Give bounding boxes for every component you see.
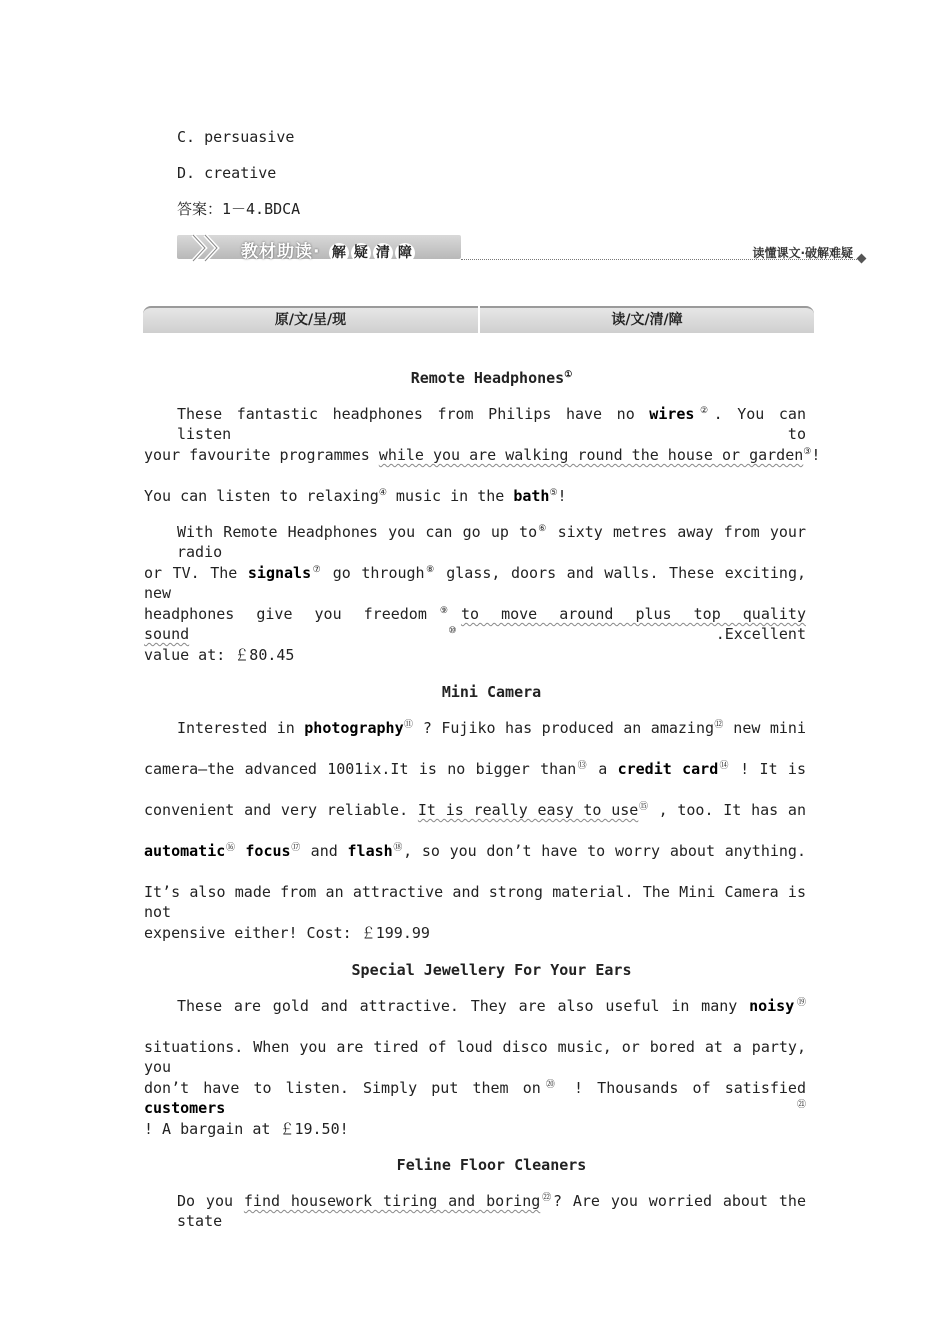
diamond-icon <box>857 254 867 264</box>
text-line: It’s also made from an attractive and strong material. The Mini Camera is not <box>144 883 806 921</box>
note-marker: ㉒ <box>540 1193 553 1203</box>
note-marker: ⑳ <box>540 1080 560 1090</box>
note-marker: ⑬ <box>576 761 588 771</box>
note-marker: ⑭ <box>718 761 730 771</box>
note-marker: ㉑ <box>225 1100 806 1110</box>
note-marker: ⑰ <box>290 843 301 853</box>
text-line <box>144 800 806 820</box>
banner-title-main: 教材助读 <box>241 242 313 262</box>
phrase-underlined: It is really easy to use <box>417 801 639 819</box>
note-marker: ④ <box>378 488 387 498</box>
text-span: With Remote Headphones you can go up to <box>177 523 538 541</box>
note-marker: ⑦ <box>311 565 323 575</box>
option-c: C. persuasive <box>177 128 295 146</box>
text-line <box>177 996 806 1016</box>
note-marker: ⑧ <box>424 565 436 575</box>
table-header <box>143 306 814 333</box>
text-line <box>177 522 806 562</box>
text-span: your favourite programmes <box>144 446 370 464</box>
text-span: new mini <box>723 719 806 737</box>
text-span: ? Fujiko has produced an amazing <box>413 719 715 737</box>
double-chevron-icon <box>189 233 229 263</box>
text-line <box>177 1191 806 1231</box>
text-span: sixty metres away from your radio <box>177 523 806 561</box>
keyword: signals <box>247 564 312 582</box>
text-line <box>144 1078 806 1118</box>
text-line <box>144 445 820 465</box>
phrase-underlined: to move around plus top quality sound <box>144 605 806 643</box>
text-line <box>144 759 806 779</box>
section-title-jewellery: Special Jewellery For Your Ears <box>351 961 632 979</box>
keyword: photography <box>304 719 404 737</box>
keyword: customers <box>144 1099 226 1117</box>
text-span: ! Thousands of satisfied <box>559 1079 806 1097</box>
note-marker: ⑲ <box>794 998 806 1008</box>
text-span: .Excellent <box>715 625 806 643</box>
note-marker: ⑥ <box>537 524 548 534</box>
phrase-underlined: while you are walking round the house or garden <box>378 446 804 464</box>
text-line <box>144 563 806 603</box>
keyword: bath <box>513 487 550 505</box>
option-d: D. creative <box>177 164 277 182</box>
text-span: , so you don’t have to worry about anything. <box>403 842 806 860</box>
text-span: These fantastic headphones from Philips have no <box>177 405 635 423</box>
section-title-headphones <box>143 368 840 388</box>
text-span: music in the <box>386 487 505 505</box>
note-marker: ⑮ <box>638 802 649 812</box>
text-span: camera—the advanced 1001ix.It is no bigger than <box>144 760 577 778</box>
section-title-camera: Mini Camera <box>441 683 542 701</box>
text-span: go through <box>322 564 425 582</box>
text-span: and <box>300 842 338 860</box>
note-marker: ⑨ <box>426 606 461 616</box>
note-marker: ⑫ <box>714 720 724 730</box>
text-line <box>144 604 806 644</box>
text-span: headphones give you freedom <box>144 605 427 623</box>
note-marker: ⑱ <box>392 843 404 853</box>
banner-char-4: 障 <box>395 243 415 263</box>
banner-char-1: 解 <box>329 243 349 263</box>
text-span: You can listen to relaxing <box>144 487 379 505</box>
keyword: flash <box>347 842 393 860</box>
text-span: These are gold and attractive. They are also useful in many <box>177 997 738 1015</box>
text-span: . You can listen to <box>177 405 806 443</box>
price-line: ! A bargain at ￡19.50! <box>144 1120 349 1138</box>
table-header-right: 读/文/清/障 <box>480 306 814 333</box>
banner-char-3: 清 <box>373 243 393 263</box>
keyword: wires <box>649 405 695 423</box>
note-marker: ③ <box>803 447 812 457</box>
text-span: ! <box>557 487 567 505</box>
text-line <box>144 841 806 861</box>
keyword: credit card <box>617 760 719 778</box>
text-span: Interested in <box>177 719 295 737</box>
phrase-underlined: find housework tiring and boring <box>243 1192 541 1210</box>
text-span: Do you <box>177 1192 234 1210</box>
banner-char-2: 疑 <box>351 243 371 263</box>
text-span: , too. It has an <box>648 801 806 819</box>
section-banner <box>177 233 867 265</box>
keyword: focus <box>245 842 291 860</box>
note-marker: ① <box>564 370 573 380</box>
answer-line: 答案：1－4.BDCA <box>177 200 301 218</box>
section-title-cleaners: Feline Floor Cleaners <box>396 1156 587 1174</box>
text-line <box>144 486 567 506</box>
banner-dot: · <box>313 242 321 262</box>
banner-subtitle: 读懂课文·破解难疑 <box>752 246 853 260</box>
text-span: ! It is <box>729 760 806 778</box>
text-line <box>177 718 806 738</box>
text-span: don’t have to listen. Simply put them on <box>144 1079 541 1097</box>
text-span: a <box>587 760 608 778</box>
keyword: noisy <box>749 997 795 1015</box>
price-line: value at: ￡80.45 <box>144 646 295 664</box>
price-line: expensive either! Cost: ￡199.99 <box>144 924 430 942</box>
text-line: situations. When you are tired of loud disco music, or bored at a party, you <box>144 1038 806 1076</box>
text-span: glass, doors and walls. These exciting, new <box>144 564 807 602</box>
text-span: ! <box>811 446 821 464</box>
text-span: or TV. The <box>144 564 238 582</box>
title-text: Remote Headphones <box>410 369 565 387</box>
text-line <box>177 404 806 444</box>
text-span: ? Are you worried about the state <box>177 1192 806 1230</box>
note-marker: ⑯ <box>225 843 236 853</box>
banner-title <box>241 237 415 263</box>
note-marker: ⑤ <box>549 488 558 498</box>
table-header-left: 原/文/呈/现 <box>143 306 478 333</box>
note-marker: ⑪ <box>403 720 414 730</box>
text-span: convenient and very reliable. <box>144 801 409 819</box>
keyword: automatic <box>144 842 226 860</box>
note-marker: ⑩ <box>189 626 716 636</box>
note-marker: ② <box>694 406 714 416</box>
